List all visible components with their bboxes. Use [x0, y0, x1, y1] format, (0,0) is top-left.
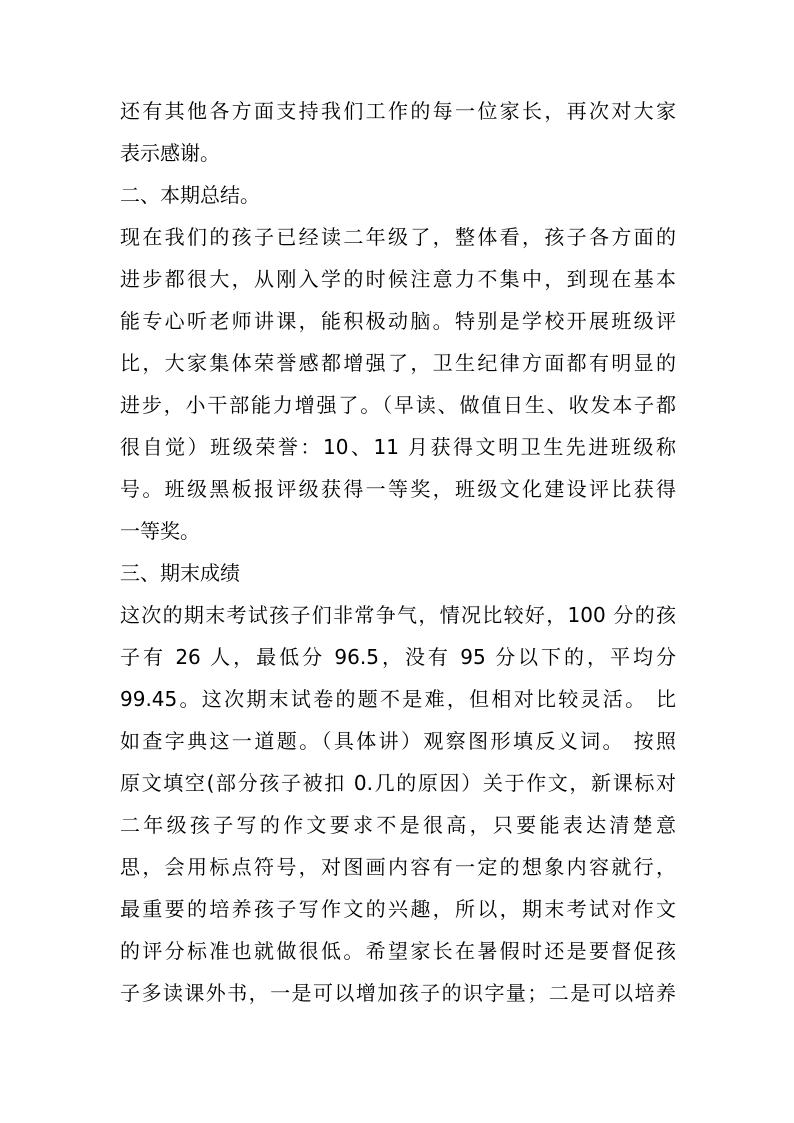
paragraph-line: 子有 26 人，最低分 96.5，没有 95 分以下的，平均分 [120, 645, 676, 669]
paragraph-line: 进步都很大，从刚入学的时候注意力不集中，到现在基本 [120, 267, 676, 291]
paragraph-line: 思，会用标点符号，对图画内容有一定的想象内容就行， [120, 855, 676, 879]
paragraph-line: 这次的期末考试孩子们非常争气，情况比较好，100 分的孩 [120, 603, 676, 627]
paragraph-line: 的评分标准也就做很低。希望家长在暑假时还是要督促孩 [120, 939, 676, 963]
section-heading: 三、期末成绩 [120, 561, 240, 585]
paragraph-line: 现在我们的孩子已经读二年级了，整体看，孩子各方面的 [120, 225, 676, 249]
paragraph-line: 99.45。这次期末试卷的题不是难，但相对比较灵活。 比 [120, 687, 676, 711]
paragraph-line: 表示感谢。 [120, 141, 220, 165]
paragraph-line: 还有其他各方面支持我们工作的每一位家长，再次对大家 [120, 99, 676, 123]
paragraph-line: 原文填空(部分孩子被扣 0.几的原因）关于作文，新课标对 [120, 771, 676, 795]
paragraph-line: 最重要的培养孩子写作文的兴趣，所以，期末考试对作文 [120, 897, 676, 921]
paragraph-line: 比，大家集体荣誉感都增强了，卫生纪律方面都有明显的 [120, 351, 676, 375]
section-heading: 二、本期总结。 [120, 183, 260, 207]
paragraph-line: 号。班级黑板报评级获得一等奖，班级文化建设评比获得 [120, 477, 676, 501]
paragraph-line: 很自觉）班级荣誉：10、11 月获得文明卫生先进班级称 [120, 435, 676, 459]
paragraph-line: 一等奖。 [120, 519, 200, 543]
paragraph-line: 如查字典这一道题。（具体讲）观察图形填反义词。 按照 [120, 729, 676, 753]
paragraph-line: 二年级孩子写的作文要求不是很高，只要能表达清楚意 [120, 813, 676, 837]
paragraph-line: 能专心听老师讲课，能积极动脑。特别是学校开展班级评 [120, 309, 676, 333]
paragraph-line: 进步，小干部能力增强了。（早读、做值日生、收发本子都 [120, 393, 676, 417]
paragraph-line: 子多读课外书，一是可以增加孩子的识字量；二是可以培养 [120, 981, 676, 1005]
